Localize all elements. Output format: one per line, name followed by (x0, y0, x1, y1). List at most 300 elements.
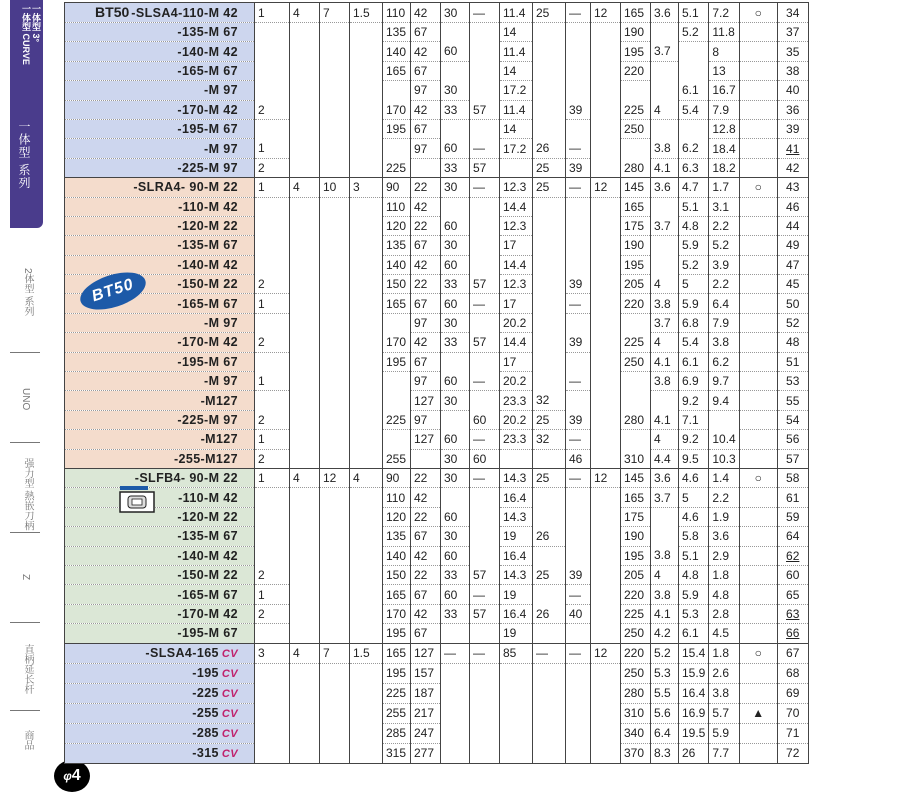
value-cell (651, 255, 679, 274)
page-ref[interactable]: 45 (777, 275, 808, 294)
value-cell (290, 100, 320, 119)
value-cell (470, 527, 500, 546)
page-ref[interactable]: 43 (777, 178, 808, 197)
page-ref[interactable]: 49 (777, 236, 808, 255)
stock-symbol (739, 663, 777, 683)
stock-symbol (739, 585, 777, 604)
value-cell (320, 158, 350, 177)
page-ref[interactable]: 48 (777, 333, 808, 352)
value-cell (320, 527, 350, 546)
value-cell (320, 81, 350, 100)
value-cell (290, 488, 320, 507)
value-cell: 11.4 (500, 42, 533, 61)
value-cell (255, 391, 290, 410)
value-cell (411, 449, 441, 468)
value-cell: 97 (411, 313, 441, 332)
table-row (65, 585, 809, 604)
value-cell: 2.2 (709, 216, 739, 235)
value-cell: 97 (411, 81, 441, 100)
value-cell (651, 507, 679, 526)
value-cell: 26 (533, 604, 566, 623)
value-cell (591, 430, 621, 449)
value-cell: 57 (470, 100, 500, 119)
value-cell: 1.7 (709, 178, 739, 197)
page-ref[interactable]: 47 (777, 255, 808, 274)
value-cell (470, 507, 500, 526)
value-cell: 42 (411, 255, 441, 274)
value-cell (470, 546, 500, 565)
value-cell: 135 (383, 23, 411, 42)
value-cell: 217 (411, 703, 441, 723)
page-ref[interactable]: 55 (777, 391, 808, 410)
page-ref[interactable]: 42 (777, 158, 808, 177)
value-cell: 67 (411, 527, 441, 546)
value-cell (350, 430, 383, 449)
value-cell: 9.2 (679, 430, 709, 449)
value-cell: 247 (411, 723, 441, 743)
model-number: -285 (192, 725, 219, 740)
page-number: 4 (71, 767, 81, 784)
value-cell: 12 (320, 468, 350, 487)
stock-symbol (739, 527, 777, 546)
page-ref[interactable]: 50 (777, 294, 808, 313)
value-cell (591, 372, 621, 391)
value-cell: 370 (621, 743, 651, 763)
value-cell: 280 (621, 158, 651, 177)
value-cell: 85 (500, 643, 533, 663)
value-cell: 4.4 (651, 449, 679, 468)
value-cell: 3.6 (651, 178, 679, 197)
value-cell: 5.9 (679, 294, 709, 313)
table-row (65, 3, 809, 23)
stock-symbol (739, 488, 777, 507)
cv-mark: CV (221, 747, 238, 760)
model-number: -135-M 67 (177, 25, 238, 40)
value-cell: 60 (441, 507, 470, 526)
value-cell (566, 743, 591, 763)
value-cell (470, 743, 500, 763)
value-cell (320, 197, 350, 216)
value-cell: 12.8 (709, 119, 739, 138)
side-active-label: 一体型 系列 (17, 120, 31, 190)
value-cell: 1.4 (709, 468, 739, 487)
table-row (65, 546, 809, 565)
value-cell: 225 (383, 410, 411, 429)
side-item-z[interactable]: Z (20, 574, 31, 581)
page-ref[interactable]: 41 (777, 139, 808, 158)
value-cell (591, 527, 621, 546)
value-cell (290, 723, 320, 743)
value-cell: 4 (651, 565, 679, 584)
value-cell: 22 (411, 275, 441, 294)
value-cell: 8 (709, 42, 739, 61)
value-cell: 3.7 (651, 42, 679, 61)
stock-symbol: ○ (739, 643, 777, 663)
model-cell (65, 100, 255, 119)
model-cell (65, 3, 255, 23)
value-cell: 135 (383, 236, 411, 255)
stock-symbol (739, 100, 777, 119)
value-cell (500, 703, 533, 723)
value-cell (441, 410, 470, 429)
page-ref[interactable]: 54 (777, 410, 808, 429)
value-cell (320, 723, 350, 743)
value-cell (290, 507, 320, 526)
page-ref[interactable]: 34 (777, 3, 808, 23)
value-cell (320, 585, 350, 604)
side-item-products[interactable]: 商品 (22, 730, 33, 750)
stock-symbol (739, 723, 777, 743)
model-number: -SLSA4-165 (145, 645, 219, 660)
value-cell: 1 (255, 139, 290, 158)
value-cell: 12 (591, 468, 621, 487)
value-cell (470, 703, 500, 723)
page-ref[interactable]: 65 (777, 585, 808, 604)
model-cell (65, 81, 255, 100)
stock-symbol (739, 42, 777, 61)
value-cell: 140 (383, 546, 411, 565)
value-cell (566, 255, 591, 274)
stock-symbol (739, 430, 777, 449)
value-cell (533, 119, 566, 138)
value-cell (350, 391, 383, 410)
phi-symbol: φ (63, 769, 72, 783)
value-cell (350, 61, 383, 80)
page-ref[interactable]: 71 (777, 723, 808, 743)
value-cell: 5.1 (679, 197, 709, 216)
page-ref[interactable]: 44 (777, 216, 808, 235)
page-ref[interactable]: 56 (777, 430, 808, 449)
page-ref[interactable]: 40 (777, 81, 808, 100)
value-cell (290, 333, 320, 352)
side-item-2-piece[interactable]: 2体型 系列 (22, 268, 33, 317)
value-cell: 12 (591, 3, 621, 23)
value-cell: 26 (533, 139, 566, 158)
side-divider (10, 710, 40, 711)
value-cell (470, 488, 500, 507)
value-cell: 277 (411, 743, 441, 763)
value-cell: 255 (383, 703, 411, 723)
table-row (65, 683, 809, 703)
value-cell: 20.2 (500, 410, 533, 429)
value-cell: — (566, 294, 591, 313)
value-cell: 5.9 (679, 585, 709, 604)
value-cell: 14.3 (500, 468, 533, 487)
page-ref[interactable]: 35 (777, 42, 808, 61)
value-cell: 2.9 (709, 546, 739, 565)
value-cell: 4 (290, 643, 320, 663)
value-cell: 17 (500, 352, 533, 371)
value-cell: 205 (621, 275, 651, 294)
value-cell: 157 (411, 663, 441, 683)
value-cell: 57 (470, 333, 500, 352)
side-item-straight-shank[interactable]: 直柄延长杆 (22, 644, 33, 694)
page-ref[interactable]: 66 (777, 624, 808, 643)
page-ref[interactable]: 63 (777, 604, 808, 623)
value-cell (320, 507, 350, 526)
page-ref[interactable]: 68 (777, 663, 808, 683)
page-ref[interactable]: 52 (777, 313, 808, 332)
page-ref[interactable]: 57 (777, 449, 808, 468)
value-cell (566, 723, 591, 743)
value-cell (566, 663, 591, 683)
table-row (65, 723, 809, 743)
value-cell: 5.7 (709, 703, 739, 723)
value-cell (290, 663, 320, 683)
value-cell: 6.2 (709, 352, 739, 371)
value-cell (320, 100, 350, 119)
page-ref[interactable]: 61 (777, 488, 808, 507)
value-cell (591, 743, 621, 763)
value-cell (533, 255, 566, 274)
page-ref[interactable]: 69 (777, 683, 808, 703)
value-cell (591, 391, 621, 410)
value-cell: 3.7 (651, 488, 679, 507)
page-ref[interactable]: 67 (777, 643, 808, 663)
value-cell (320, 139, 350, 158)
value-cell: 190 (621, 23, 651, 42)
value-cell: 12.3 (500, 178, 533, 197)
page-ref[interactable]: 59 (777, 507, 808, 526)
model-cell (65, 216, 255, 235)
table-row (65, 275, 809, 294)
page-ref[interactable]: 60 (777, 565, 808, 584)
model-cell (65, 604, 255, 623)
page-ref[interactable]: 62 (777, 546, 808, 565)
value-cell: — (470, 294, 500, 313)
stock-symbol: ○ (739, 178, 777, 197)
value-cell: 10.4 (709, 430, 739, 449)
value-cell (533, 507, 566, 526)
value-cell: 127 (411, 643, 441, 663)
value-cell (350, 683, 383, 703)
value-cell (350, 507, 383, 526)
value-cell (533, 449, 566, 468)
value-cell (533, 372, 566, 391)
value-cell: 26 (533, 527, 566, 546)
value-cell (411, 158, 441, 177)
value-cell (591, 624, 621, 643)
value-cell: 7.7 (709, 743, 739, 763)
value-cell (566, 507, 591, 526)
value-cell (383, 139, 411, 158)
value-cell (533, 743, 566, 763)
value-cell: 6.4 (709, 294, 739, 313)
value-cell: 5.3 (651, 663, 679, 683)
value-cell (651, 391, 679, 410)
value-cell (350, 449, 383, 468)
value-cell (290, 604, 320, 623)
value-cell: 42 (411, 488, 441, 507)
value-cell: 14.4 (500, 197, 533, 216)
value-cell: 4 (651, 275, 679, 294)
value-cell (290, 683, 320, 703)
model-cell (65, 703, 255, 723)
value-cell (290, 81, 320, 100)
value-cell: 17.2 (500, 139, 533, 158)
value-cell: 1 (255, 3, 290, 23)
value-cell: 5.9 (709, 723, 739, 743)
value-cell: 12.3 (500, 275, 533, 294)
value-cell (566, 546, 591, 565)
value-cell (255, 81, 290, 100)
value-cell: 25 (533, 468, 566, 487)
value-cell: 170 (383, 100, 411, 119)
table-row (65, 565, 809, 584)
stock-symbol (739, 624, 777, 643)
value-cell (255, 255, 290, 274)
stock-symbol (739, 683, 777, 703)
value-cell: 3 (255, 643, 290, 663)
cv-mark: CV (221, 667, 238, 680)
value-cell: 4.6 (679, 468, 709, 487)
model-cell (65, 313, 255, 332)
value-cell: 3.8 (651, 294, 679, 313)
stock-symbol (739, 565, 777, 584)
value-cell: 195 (621, 255, 651, 274)
page-ref[interactable]: 51 (777, 352, 808, 371)
value-cell: 30 (441, 527, 470, 546)
model-cell (65, 507, 255, 526)
value-cell: 25 (533, 565, 566, 584)
model-cell (65, 139, 255, 158)
page-ref[interactable]: 72 (777, 743, 808, 763)
side-divider (10, 352, 40, 353)
value-cell: 2.2 (709, 488, 739, 507)
value-cell: 4 (350, 468, 383, 487)
page-ref[interactable]: 36 (777, 100, 808, 119)
value-cell: 255 (383, 449, 411, 468)
table-row (65, 527, 809, 546)
value-cell: 165 (383, 643, 411, 663)
value-cell: 110 (383, 3, 411, 23)
value-cell: 39 (566, 158, 591, 177)
value-cell: 3.9 (709, 255, 739, 274)
model-cell (65, 468, 255, 487)
bt50-badge: BT50 (76, 265, 151, 316)
value-cell: 145 (621, 178, 651, 197)
value-cell (290, 294, 320, 313)
value-cell (591, 236, 621, 255)
value-cell (383, 430, 411, 449)
page-ref[interactable]: 64 (777, 527, 808, 546)
page-ref[interactable]: 70 (777, 703, 808, 723)
value-cell: — (441, 643, 470, 663)
value-cell: 67 (411, 236, 441, 255)
value-cell (533, 236, 566, 255)
value-cell: 205 (621, 565, 651, 584)
value-cell (255, 488, 290, 507)
value-cell (350, 139, 383, 158)
model-number: -M 97 (204, 141, 238, 156)
value-cell: 280 (621, 410, 651, 429)
value-cell: 14 (500, 61, 533, 80)
value-cell: 40 (566, 604, 591, 623)
side-item-uno[interactable]: UNO (20, 388, 31, 411)
value-cell: 33 (441, 604, 470, 623)
value-cell: 33 (441, 565, 470, 584)
value-cell (441, 197, 470, 216)
value-cell: — (566, 468, 591, 487)
value-cell (350, 333, 383, 352)
value-cell: 1 (255, 372, 290, 391)
page-ref[interactable]: 46 (777, 197, 808, 216)
value-cell (533, 703, 566, 723)
value-cell: — (470, 178, 500, 197)
value-cell: 220 (621, 585, 651, 604)
model-number: -140-M 42 (177, 548, 238, 563)
value-cell: 3.6 (651, 3, 679, 23)
value-cell: 165 (621, 488, 651, 507)
value-cell (290, 236, 320, 255)
value-cell (290, 158, 320, 177)
value-cell (470, 197, 500, 216)
tool-holder-icon (118, 484, 156, 514)
value-cell: 5 (679, 488, 709, 507)
value-cell (350, 527, 383, 546)
value-cell: 22 (411, 565, 441, 584)
value-cell: 3.8 (651, 585, 679, 604)
value-cell (470, 723, 500, 743)
value-cell (290, 352, 320, 371)
value-cell (350, 372, 383, 391)
value-cell: 30 (441, 3, 470, 23)
value-cell (290, 703, 320, 723)
value-cell: 5.8 (679, 527, 709, 546)
stock-symbol (739, 604, 777, 623)
value-cell: 2 (255, 449, 290, 468)
page-ref[interactable]: 37 (777, 23, 808, 42)
table-row (65, 604, 809, 623)
page-ref[interactable]: 39 (777, 119, 808, 138)
page-ref[interactable]: 53 (777, 372, 808, 391)
value-cell: 16.7 (709, 81, 739, 100)
value-cell (470, 683, 500, 703)
value-cell (470, 61, 500, 80)
model-number: -120-M 22 (177, 509, 238, 524)
page-ref[interactable]: 58 (777, 468, 808, 487)
value-cell: 67 (411, 61, 441, 80)
value-cell: 2.8 (709, 604, 739, 623)
value-cell: 165 (383, 294, 411, 313)
value-cell: 30 (441, 81, 470, 100)
side-item-heavy-duty[interactable]: 强力型 熱嵌刀柄 (22, 458, 33, 531)
value-cell (255, 42, 290, 61)
model-cell (65, 546, 255, 565)
page-ref[interactable]: 38 (777, 61, 808, 80)
value-cell (591, 158, 621, 177)
value-cell (320, 546, 350, 565)
value-cell (255, 683, 290, 703)
value-cell (290, 527, 320, 546)
model-cell (65, 624, 255, 643)
value-cell (470, 255, 500, 274)
value-cell: 16.4 (500, 488, 533, 507)
value-cell: 60 (470, 449, 500, 468)
value-cell: 16.9 (679, 703, 709, 723)
value-cell: 110 (383, 488, 411, 507)
value-cell (591, 352, 621, 371)
model-number: -195-M 67 (177, 354, 238, 369)
value-cell (320, 255, 350, 274)
value-cell (470, 663, 500, 683)
value-cell (591, 410, 621, 429)
value-cell: 225 (383, 683, 411, 703)
value-cell: 1.9 (709, 507, 739, 526)
table-row (65, 703, 809, 723)
spec-table (64, 2, 809, 764)
value-cell: 5.1 (679, 3, 709, 23)
